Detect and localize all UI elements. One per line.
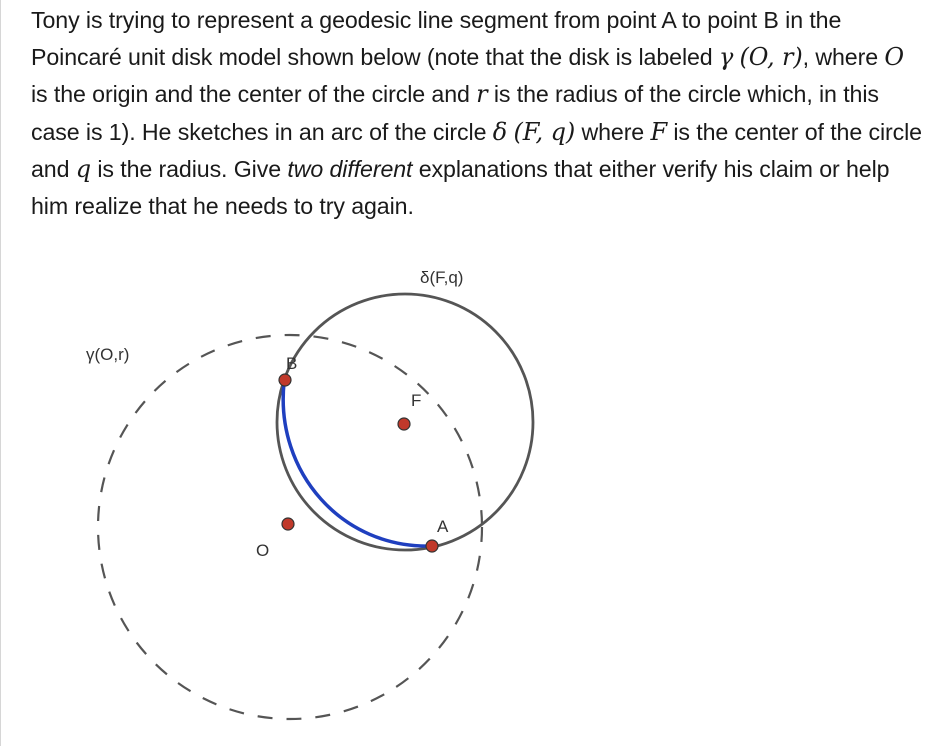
- label-O: O: [256, 541, 270, 560]
- gamma-args: (O, r): [739, 43, 803, 72]
- center-F-symbol: F: [650, 117, 668, 146]
- radius-q-symbol: q: [75, 154, 91, 183]
- label-delta: δ(F,q): [420, 268, 464, 287]
- delta-args: (F, q): [513, 117, 576, 146]
- point-O: [282, 518, 294, 530]
- point-F: [398, 418, 410, 430]
- gamma-symbol: γ: [718, 43, 734, 72]
- problem-statement: Tony is trying to represent a geodesic line segment from point A to point B in the Poincaré unit disk model shown below (note that the disk is labeled γ (O, r), where O is the origin and the center of the circle and r is the radius of the circle which, in this case is 1). He sketches in an arc of the circle δ (F, q) where F is the center of the circle and q is the radius. Give two different explanations that either verify his claim or help him realize that he needs to try again.: [31, 7, 922, 220]
- label-B: B: [286, 354, 298, 373]
- label-A: A: [437, 517, 449, 536]
- emphasis-two-different: two different: [287, 155, 413, 182]
- point-B: [279, 374, 291, 386]
- delta-symbol: δ: [492, 117, 508, 146]
- label-F: F: [411, 391, 422, 410]
- label-gamma: γ(O,r): [86, 345, 130, 364]
- point-A: [426, 540, 438, 552]
- geodesic-arc-AB: [283, 383, 432, 546]
- radius-symbol: r: [476, 80, 488, 109]
- origin-symbol: O: [884, 43, 904, 72]
